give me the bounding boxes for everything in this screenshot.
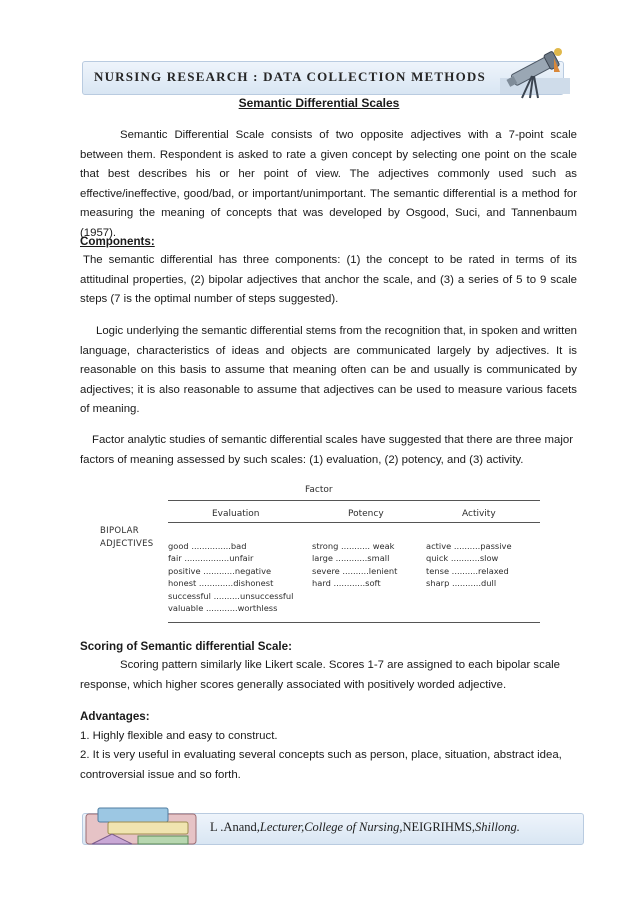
- evaluation-pair: good ...............bad: [168, 541, 247, 551]
- intro-paragraph: Semantic Differential Scale consists of two opposite adjectives with a 7-point scale between them. Respondent is asked to rate a given concept by selecting one point on the scale that best describes his or her point of view. The adjectives commonly used such as effective/ineffective, good/bad, or important/unimportant. The semantic differential is a method for measuring the meaning of concepts that was developed by Osgood, Suci, and Tannenbaum (1957).: [80, 129, 577, 239]
- activity-pair: tense ..........relaxed: [426, 565, 509, 576]
- col-activity: Activity: [462, 509, 496, 519]
- evaluation-pair: successful ..........unsuccessful: [168, 590, 294, 601]
- evaluation-pair: fair .................unfair: [168, 553, 254, 564]
- footer-role: Lecturer,College of Nursing,: [259, 820, 403, 834]
- section-title: Semantic Differential Scales: [238, 96, 400, 110]
- bipolar-label: BIPOLAR ADJECTIVES: [100, 526, 154, 549]
- evaluation-pair: honest .............dishonest: [168, 578, 274, 589]
- factor-paragraph: Factor analytic studies of semantic differential scales have suggested that there are three major factors of meaning assessed by such scales: (1) evaluation, (2) potency, and (3) activity.: [80, 434, 573, 466]
- factor-title: Factor: [305, 485, 333, 495]
- header-title: NURSING RESEARCH : DATA COLLECTION METHODS: [94, 69, 486, 84]
- divider: [168, 522, 540, 523]
- footer-credit: [210, 820, 520, 835]
- evaluation-pair: valuable ............worthless: [168, 603, 278, 613]
- advantages-heading: Advantages:: [80, 710, 150, 723]
- footer-name: L .Anand,: [210, 820, 260, 834]
- activity-pair: sharp ...........dull: [426, 578, 497, 589]
- activity-pair: active ..........passive: [426, 541, 512, 551]
- footer-institution: NEIGRIHMS,: [402, 820, 476, 834]
- books-icon: [78, 800, 208, 855]
- potency-pair: strong ........... weak: [312, 541, 395, 551]
- components-paragraph: The semantic differential has three components: (1) the concept to be rated in terms of its attitudinal properties, (2) bipolar adjectives that anchor the scale, and (3) a series of 5 to 9 scale steps (7 is the optimal number of steps suggested).: [80, 254, 577, 305]
- divider: [168, 622, 540, 623]
- potency-pair: severe ..........lenient: [312, 565, 398, 576]
- components-heading: Components:: [80, 235, 155, 248]
- logic-paragraph: Logic underlying the semantic differential stems from the recognition that, in spoken and written language, characteristics of ideas and objects are communicated largely by adjectives. It is reasonable on this basis to assume that meaning often can be and usually is communicated by adjectives; it is also reasonable to assume that adjectives can be used to measure various facets of meaning.: [80, 325, 577, 415]
- factor-table: [100, 483, 540, 623]
- potency-pair: hard ............soft: [312, 578, 381, 589]
- scoring-heading: Scoring of Semantic differential Scale:: [80, 640, 292, 653]
- potency-pair: large ............small: [312, 553, 390, 564]
- scoring-paragraph: Scoring pattern similarly like Likert scale. Scores 1-7 are assigned to each bipolar scale response, which higher scores generally associated with positively worded adjective.: [80, 659, 561, 691]
- activity-pair: quick ...........slow: [426, 553, 499, 564]
- divider: [168, 500, 540, 501]
- advantage-item: 2. It is very useful in evaluating several concepts such as person, place, situation, abstract idea, controversial issue and so forth.: [80, 749, 562, 781]
- telescope-icon: [494, 42, 574, 102]
- advantage-item: 1. Highly flexible and easy to construct.: [80, 730, 278, 742]
- col-potency: Potency: [348, 509, 384, 519]
- col-evaluation: Evaluation: [212, 509, 260, 519]
- evaluation-pair: positive ............negative: [168, 565, 272, 576]
- footer-city: Shillong.: [475, 820, 520, 834]
